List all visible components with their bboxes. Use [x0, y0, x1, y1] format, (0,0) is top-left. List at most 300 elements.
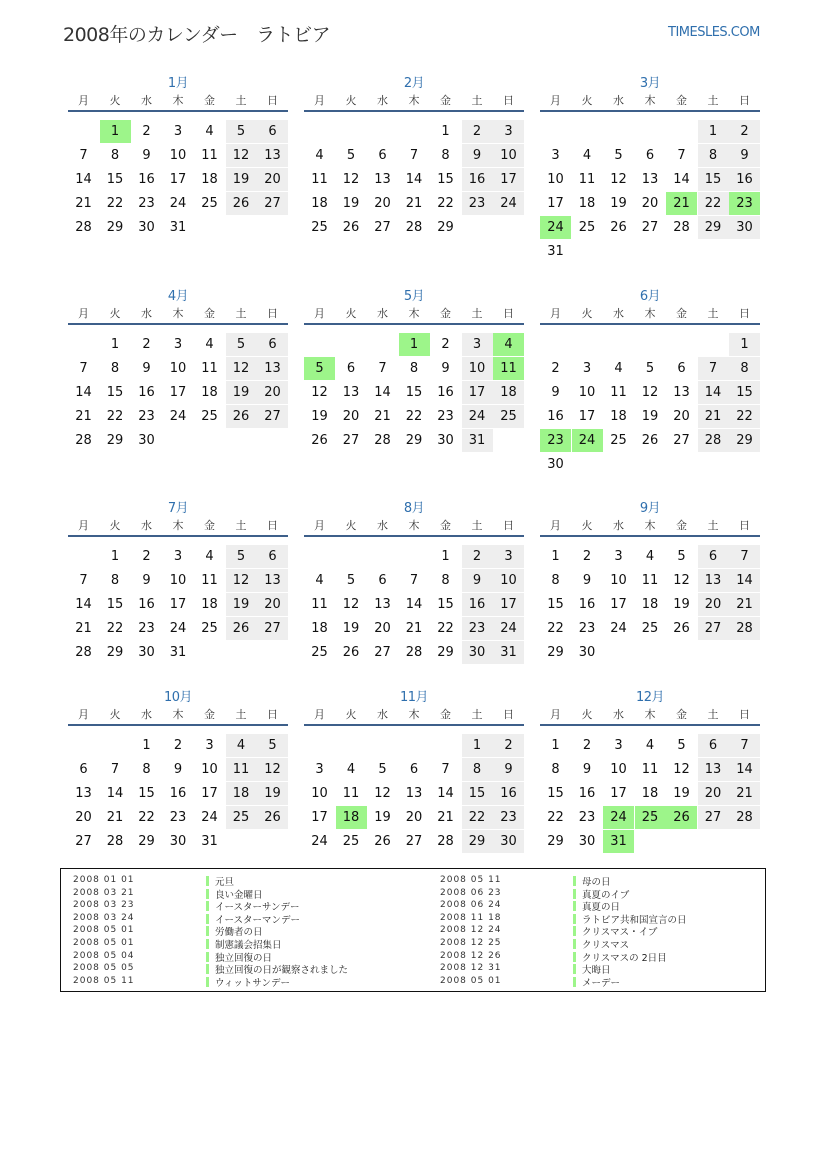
month-title: 9月: [639, 501, 661, 516]
date-cell: 29: [462, 830, 493, 853]
date-cell: 16: [729, 168, 760, 191]
weekday-label: 水: [141, 94, 152, 107]
holiday-name: 労働者の日: [215, 927, 263, 939]
header-rule: [540, 323, 760, 325]
date-cell: 2: [142, 337, 151, 352]
date-cell: 11: [578, 172, 596, 187]
month-title: 3月: [639, 76, 661, 91]
date-cell: 7: [729, 734, 760, 757]
date-cell: 11: [641, 762, 659, 777]
date-cell: 29: [106, 220, 124, 235]
weekday-label: 金: [440, 307, 451, 320]
date-cell: 28: [75, 645, 92, 660]
date-cell: 15: [437, 172, 454, 187]
holiday-name: 大晦日: [582, 965, 611, 977]
date-cell: 10: [610, 573, 627, 588]
weekday-label: 日: [739, 307, 750, 320]
date-cell: 17: [493, 168, 524, 191]
date-cell: 19: [226, 593, 257, 616]
holiday-date-cell: 26: [666, 806, 697, 829]
holiday-date-cell: 1: [100, 120, 131, 143]
date-cell: 23: [462, 617, 493, 640]
date-cell: 29: [729, 429, 760, 452]
date-cell: 5: [346, 573, 356, 588]
date-cell: 29: [698, 216, 729, 239]
date-cell: 16: [547, 409, 564, 424]
date-cell: 9: [551, 385, 560, 400]
date-cell: 8: [441, 148, 450, 163]
date-cell: 11: [641, 573, 659, 588]
holiday-date-cell: 1: [399, 333, 430, 356]
date-cell: 26: [673, 621, 690, 636]
month-title: 2月: [403, 76, 425, 91]
date-cell: 13: [374, 172, 391, 187]
date-cell: 13: [342, 385, 360, 400]
header-rule: [304, 535, 524, 537]
date-cell: 16: [493, 782, 524, 805]
date-cell: 4: [205, 549, 214, 564]
date-cell: 18: [641, 786, 659, 801]
date-cell: 14: [437, 786, 454, 801]
holiday-name: 独立回復の日: [215, 952, 273, 964]
date-cell: 23: [578, 621, 596, 636]
holiday-marker: [206, 926, 209, 936]
page-title: 2008年のカレンダー ラトビア: [63, 24, 331, 46]
date-cell: 16: [437, 385, 454, 400]
date-cell: 13: [698, 569, 729, 592]
holiday-marker: [206, 952, 209, 962]
date-cell: 10: [462, 357, 493, 380]
date-cell: 22: [106, 621, 124, 636]
month-block: [304, 72, 524, 272]
date-cell: 28: [729, 617, 760, 640]
weekday-label: 月: [314, 307, 325, 320]
date-cell: 31: [169, 645, 187, 660]
date-cell: 16: [578, 597, 596, 612]
date-cell: 13: [673, 385, 690, 400]
month-title: 11月: [399, 690, 429, 705]
date-cell: 10: [578, 385, 596, 400]
date-cell: 18: [201, 597, 218, 612]
date-cell: 26: [311, 433, 328, 448]
date-cell: 22: [437, 621, 454, 636]
date-cell: 25: [311, 220, 328, 235]
date-cell: 20: [698, 593, 729, 616]
date-cell: 3: [493, 545, 524, 568]
month-title: 4月: [167, 289, 189, 304]
date-cell: 10: [493, 569, 524, 592]
date-cell: 31: [547, 244, 564, 259]
date-cell: 24: [169, 196, 187, 211]
weekday-label: 水: [377, 307, 388, 320]
date-cell: 14: [106, 786, 124, 801]
date-cell: 15: [729, 381, 760, 404]
date-cell: 20: [641, 196, 659, 211]
date-cell: 7: [409, 148, 419, 163]
date-cell: 20: [257, 593, 288, 616]
date-cell: 24: [169, 621, 187, 636]
date-cell: 5: [378, 762, 387, 777]
date-cell: 16: [462, 593, 493, 616]
date-cell: 17: [311, 810, 328, 825]
date-cell: 19: [641, 409, 659, 424]
holiday-date-cell: 4: [493, 333, 524, 356]
date-cell: 20: [698, 782, 729, 805]
date-cell: 19: [226, 381, 257, 404]
holiday-list: [60, 868, 766, 992]
date-cell: 24: [610, 621, 627, 636]
holiday-date: 2008 01 01: [73, 875, 135, 885]
date-cell: 6: [346, 361, 356, 376]
date-cell: 23: [169, 810, 187, 825]
date-cell: 4: [315, 573, 324, 588]
date-cell: 25: [342, 834, 360, 849]
date-cell: 20: [257, 168, 288, 191]
date-cell: 20: [374, 196, 391, 211]
weekday-label: 土: [471, 519, 483, 532]
date-cell: 27: [374, 220, 391, 235]
header-rule: [540, 724, 760, 726]
date-cell: 19: [610, 196, 627, 211]
date-cell: 25: [201, 196, 218, 211]
weekday-label: 木: [408, 94, 420, 107]
weekday-label: 木: [172, 307, 184, 320]
date-cell: 28: [405, 220, 423, 235]
holiday-name: イースターサンデー: [215, 902, 300, 914]
date-cell: 17: [547, 196, 564, 211]
month-block: [540, 497, 760, 697]
month-block: [68, 686, 288, 886]
weekday-label: 木: [644, 307, 656, 320]
date-cell: 6: [257, 545, 288, 568]
date-cell: 12: [257, 758, 288, 781]
date-cell: 3: [462, 333, 493, 356]
date-cell: 5: [346, 148, 356, 163]
header-rule: [68, 724, 288, 726]
date-cell: 28: [75, 433, 92, 448]
date-cell: 7: [441, 762, 450, 777]
date-cell: 23: [493, 806, 524, 829]
date-cell: 27: [405, 834, 423, 849]
holiday-name: 真夏のイブ: [582, 889, 630, 901]
date-cell: 4: [226, 734, 257, 757]
header-rule: [304, 724, 524, 726]
date-cell: 28: [75, 220, 92, 235]
weekday-label: 火: [109, 519, 121, 532]
holiday-date-cell: 23: [729, 192, 760, 215]
date-cell: 16: [138, 172, 155, 187]
date-cell: 12: [610, 172, 627, 187]
holiday-date: 2008 12 31: [440, 963, 502, 974]
holiday-name: 真夏の日: [582, 902, 621, 914]
date-cell: 26: [641, 433, 659, 448]
holiday-date-cell: 11: [493, 357, 524, 380]
date-cell: 13: [374, 597, 391, 612]
date-cell: 3: [173, 549, 183, 564]
date-cell: 21: [405, 196, 423, 211]
date-cell: 11: [342, 786, 360, 801]
holiday-name: 元旦: [215, 877, 235, 888]
holiday-date-cell: 21: [666, 192, 697, 215]
weekday-label: 日: [503, 307, 514, 320]
weekday-label: 木: [644, 94, 656, 107]
date-cell: 3: [551, 148, 560, 163]
date-cell: 30: [578, 645, 596, 660]
date-cell: 18: [201, 172, 218, 187]
date-cell: 7: [110, 762, 120, 777]
date-cell: 19: [342, 621, 360, 636]
date-cell: 22: [698, 192, 729, 215]
weekday-label: 月: [550, 708, 561, 721]
date-cell: 6: [645, 148, 655, 163]
date-cell: 14: [405, 172, 423, 187]
holiday-date: 2008 12 26: [440, 950, 502, 961]
weekday-label: 土: [235, 307, 247, 320]
holiday-name: クリスマス・イブ: [582, 927, 658, 939]
date-cell: 26: [610, 220, 627, 235]
holiday-marker: [573, 926, 576, 936]
date-cell: 23: [578, 810, 596, 825]
date-cell: 3: [614, 738, 623, 753]
date-cell: 10: [169, 573, 187, 588]
date-cell: 8: [698, 144, 729, 167]
weekday-label: 日: [267, 307, 278, 320]
date-cell: 20: [342, 409, 360, 424]
weekday-label: 日: [503, 708, 514, 721]
weekday-label: 月: [550, 307, 561, 320]
holiday-marker: [573, 952, 576, 962]
date-cell: 8: [551, 573, 560, 588]
holiday-date: 2008 05 01: [73, 925, 135, 936]
date-cell: 30: [138, 220, 155, 235]
month-title: 1月: [167, 76, 189, 91]
date-cell: 13: [257, 569, 288, 592]
holiday-date-cell: 24: [540, 216, 571, 239]
date-cell: 27: [698, 617, 729, 640]
date-cell: 16: [169, 786, 187, 801]
holiday-date: 2008 05 01: [440, 975, 502, 986]
date-cell: 12: [226, 144, 257, 167]
date-cell: 6: [257, 120, 288, 143]
site-link[interactable]: TIMESLES.COM: [668, 25, 760, 40]
weekday-label: 月: [78, 94, 89, 107]
date-cell: 28: [374, 433, 391, 448]
date-cell: 5: [677, 738, 686, 753]
date-cell: 26: [257, 806, 288, 829]
date-cell: 21: [437, 810, 454, 825]
weekday-label: 木: [172, 94, 184, 107]
month-title: 12月: [635, 690, 665, 705]
date-cell: 16: [138, 597, 155, 612]
date-cell: 11: [311, 172, 328, 187]
holiday-marker: [573, 964, 576, 974]
date-cell: 2: [551, 361, 560, 376]
date-cell: 11: [201, 573, 218, 588]
date-cell: 7: [79, 148, 88, 163]
date-cell: 19: [226, 168, 257, 191]
weekday-label: 土: [235, 519, 247, 532]
date-cell: 12: [226, 357, 257, 380]
date-cell: 9: [462, 144, 493, 167]
date-cell: 26: [226, 617, 257, 640]
date-cell: 30: [138, 433, 155, 448]
date-cell: 24: [493, 617, 524, 640]
holiday-date-cell: 23: [540, 429, 571, 452]
date-cell: 15: [698, 168, 729, 191]
date-cell: 27: [374, 645, 391, 660]
date-cell: 24: [169, 409, 187, 424]
holiday-name: メーデー: [582, 977, 621, 989]
date-cell: 2: [493, 734, 524, 757]
date-cell: 7: [677, 148, 686, 163]
date-cell: 6: [698, 545, 729, 568]
holiday-marker: [206, 876, 209, 886]
date-cell: 2: [729, 120, 760, 143]
weekday-label: 火: [581, 94, 593, 107]
date-cell: 12: [342, 172, 360, 187]
weekday-label: 金: [676, 708, 687, 721]
date-cell: 8: [729, 357, 760, 380]
holiday-date: 2008 12 24: [440, 925, 502, 936]
date-cell: 6: [79, 762, 88, 777]
date-cell: 29: [547, 834, 564, 849]
date-cell: 15: [462, 782, 493, 805]
date-cell: 28: [729, 806, 760, 829]
date-cell: 18: [578, 196, 596, 211]
date-cell: 17: [462, 381, 493, 404]
weekday-label: 火: [109, 307, 121, 320]
date-cell: 31: [169, 220, 187, 235]
holiday-date-cell: 24: [572, 429, 603, 452]
weekday-label: 土: [707, 708, 719, 721]
date-cell: 21: [698, 405, 729, 428]
month-block: [540, 686, 760, 886]
date-cell: 30: [462, 641, 493, 664]
weekday-label: 水: [377, 519, 388, 532]
date-cell: 7: [409, 573, 419, 588]
date-cell: 22: [106, 196, 124, 211]
date-cell: 19: [673, 597, 690, 612]
date-cell: 14: [75, 172, 92, 187]
date-cell: 31: [493, 641, 524, 664]
holiday-date: 2008 05 11: [73, 975, 135, 986]
date-cell: 2: [142, 124, 151, 139]
date-cell: 11: [201, 148, 218, 163]
holiday-marker: [206, 901, 209, 911]
weekday-label: 水: [613, 519, 624, 532]
month-title: 5月: [403, 289, 425, 304]
date-cell: 5: [226, 545, 257, 568]
date-cell: 13: [257, 357, 288, 380]
date-cell: 1: [441, 124, 450, 139]
date-cell: 17: [610, 786, 627, 801]
date-cell: 5: [677, 549, 686, 564]
date-cell: 9: [142, 148, 151, 163]
weekday-label: 金: [204, 519, 215, 532]
date-cell: 15: [437, 597, 454, 612]
month-title: 10月: [163, 690, 193, 705]
date-cell: 16: [578, 786, 596, 801]
weekday-label: 火: [109, 708, 121, 721]
holiday-marker: [206, 939, 209, 949]
holiday-marker: [206, 977, 209, 987]
header-rule: [540, 535, 760, 537]
date-cell: 12: [673, 762, 690, 777]
date-cell: 30: [437, 433, 454, 448]
weekday-label: 土: [235, 708, 247, 721]
weekday-label: 日: [739, 94, 750, 107]
holiday-date-cell: 31: [603, 830, 634, 853]
date-cell: 11: [226, 758, 257, 781]
weekday-label: 金: [676, 519, 687, 532]
date-cell: 27: [342, 433, 360, 448]
date-cell: 27: [257, 192, 288, 215]
month-block: [540, 72, 760, 272]
date-cell: 4: [205, 337, 214, 352]
date-cell: 9: [441, 361, 450, 376]
weekday-label: 金: [204, 94, 215, 107]
weekday-label: 金: [204, 708, 215, 721]
date-cell: 7: [729, 545, 760, 568]
date-cell: 18: [311, 621, 328, 636]
date-cell: 3: [582, 361, 592, 376]
holiday-date: 2008 06 23: [440, 887, 502, 898]
date-cell: 8: [462, 758, 493, 781]
holiday-marker: [573, 939, 576, 949]
holiday-date: 2008 12 25: [440, 938, 502, 948]
date-cell: 23: [437, 409, 454, 424]
date-cell: 19: [257, 782, 288, 805]
date-cell: 26: [226, 405, 257, 428]
date-cell: 30: [547, 457, 564, 472]
date-cell: 24: [311, 834, 328, 849]
date-cell: 14: [374, 385, 391, 400]
date-cell: 25: [641, 621, 659, 636]
date-cell: 7: [79, 361, 88, 376]
holiday-marker: [573, 901, 576, 911]
date-cell: 30: [493, 830, 524, 853]
date-cell: 14: [673, 172, 690, 187]
date-cell: 23: [462, 192, 493, 215]
month-block: [68, 72, 288, 272]
weekday-label: 火: [109, 94, 121, 107]
holiday-name: イースターマンデー: [215, 914, 301, 926]
holiday-date-cell: 25: [635, 806, 666, 829]
date-cell: 13: [405, 786, 423, 801]
weekday-label: 木: [172, 519, 184, 532]
date-cell: 2: [462, 545, 493, 568]
date-cell: 8: [441, 573, 450, 588]
date-cell: 10: [169, 148, 187, 163]
date-cell: 13: [75, 786, 92, 801]
weekday-label: 土: [235, 94, 247, 107]
date-cell: 10: [169, 361, 187, 376]
weekday-label: 日: [503, 519, 514, 532]
date-cell: 19: [673, 786, 690, 801]
date-cell: 11: [610, 385, 627, 400]
month-title: 7月: [167, 501, 189, 516]
holiday-date: 2008 05 05: [73, 963, 135, 974]
date-cell: 11: [201, 361, 218, 376]
date-cell: 12: [374, 786, 391, 801]
month-title: 8月: [403, 501, 425, 516]
date-cell: 15: [405, 385, 423, 400]
month-block: [304, 285, 524, 485]
date-cell: 28: [405, 645, 423, 660]
weekday-label: 水: [141, 519, 152, 532]
date-cell: 1: [698, 120, 729, 143]
weekday-label: 火: [581, 307, 593, 320]
